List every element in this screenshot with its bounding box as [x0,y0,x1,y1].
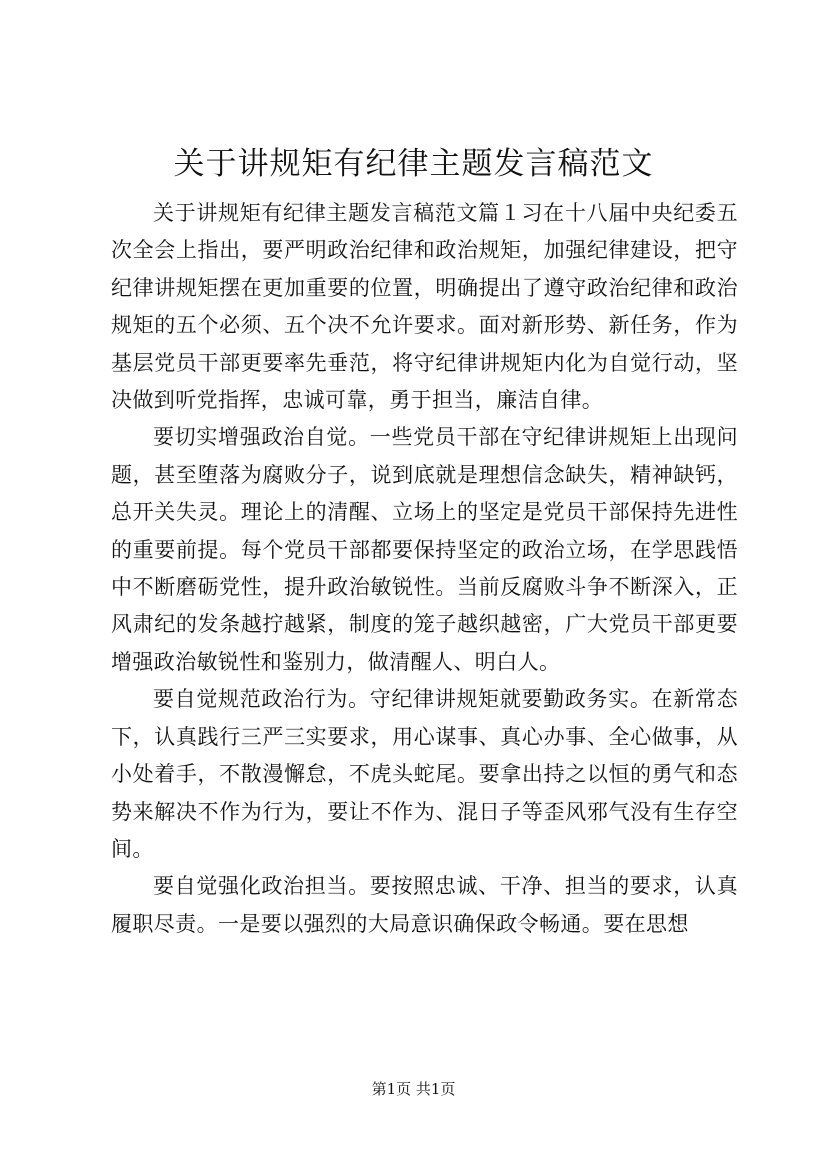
document-body [111,195,738,943]
paragraph-political-conduct: 要自觉规范政治行为。守纪律讲规矩就要勤政务实。在新常态下，认真践行三严三实要求，用心谋事、真心办事、全心做事，从小处着手，不散漫懈怠，不虎头蛇尾。要拿出持之以恒的勇气和态势来解决不作为行为，要让不作为、混日子等歪风邪气没有生存空间。 [111,687,738,861]
paragraph-political-responsibility: 要自觉强化政治担当。要按照忠诚、干净、担当的要求，认真履职尽责。一是要以强烈的大局意识确保政令畅通。要在思想 [111,874,738,936]
paragraph-political-awareness: 要切实增强政治自觉。一些党员干部在守纪律讲规矩上出现问题，甚至堕落为腐败分子，说到底就是理想信念缺失，精神缺钙，总开关失灵。理论上的清醒、立场上的坚定是党员干部保持先进性的重要前提。每个党员干部都要保持坚定的政治立场，在学思践悟中不断磨砺党性，提升政治敏锐性。当前反腐败斗争不断深入，正风肃纪的发条越拧越紧，制度的笼子越织越密，广大党员干部更要增强政治敏锐性和鉴别力，做清醒人、明白人。 [111,425,738,674]
page-footer: 第1页 共1页 [371,1080,456,1098]
paragraph-intro: 关于讲规矩有纪律主题发言稿范文篇１习在十八届中央纪委五次全会上指出，要严明政治纪律和政治规矩，加强纪律建设，把守纪律讲规矩摆在更加重要的位置，明确提出了遵守政治纪律和政治规矩的五个必须、五个决不允许要求。面对新形势、新任务，作为基层党员干部更要率先垂范，将守纪律讲规矩内化为自觉行动，坚决做到听党指挥，忠诚可靠，勇于担当，廉洁自律。 [111,201,738,413]
document-title: 关于讲规矩有纪律主题发言稿范文 [173,146,654,182]
